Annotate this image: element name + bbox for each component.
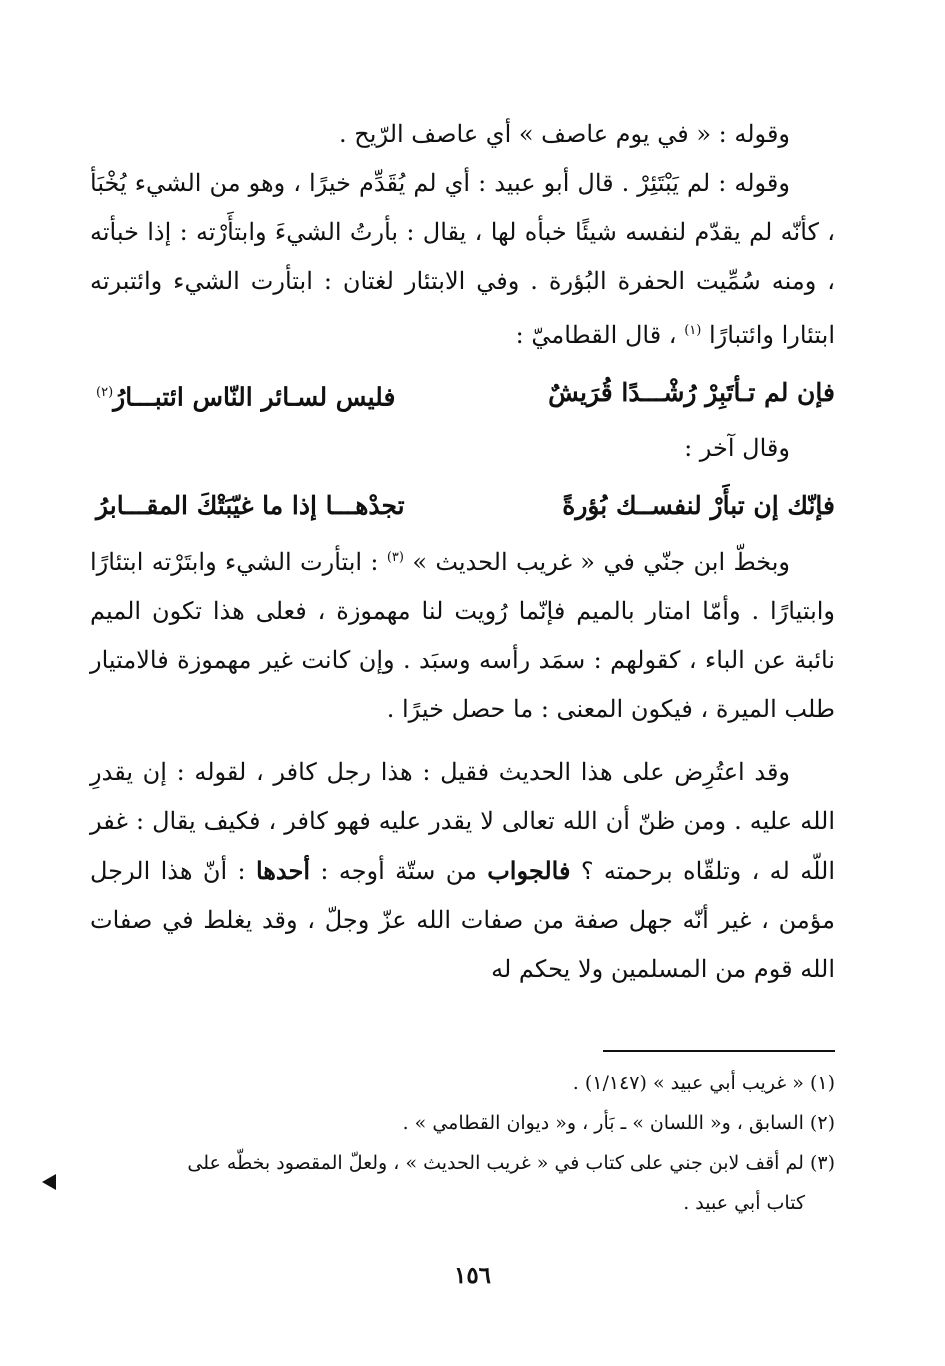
- footnotes: [105, 1063, 835, 1223]
- paragraph-5-end: : أنّ هذا الرجل مؤمن ، غير أنّه جهل صفة من صفات الله عزّ وجلّ ، وقد يغلط في صفات الله قوم من المسلمين ولا يحكم له: [90, 857, 835, 984]
- footnote-3: (٣) لم أقف لابن جني على كتاب في « غريب الحديث » ، ولعلّ المقصود بخطّه على: [187, 1152, 835, 1174]
- paragraph-3: وقال آخر :: [684, 434, 790, 463]
- paragraph-1: وقوله : « في يوم عاصف » أي عاصف الرّيح .: [339, 120, 790, 148]
- footnote-3-continuation: كتاب أبي عبيد .: [683, 1192, 805, 1214]
- verse-2-first-hemistich: فإنّك إن تبأَرْ لنفســك بُؤرةً: [562, 491, 835, 521]
- paragraph-2-end: ، قال القطاميّ :: [515, 321, 677, 349]
- verse-1-second-text: فليس لسـائر النّاس ائتبـــارُ: [113, 382, 396, 412]
- verse-1-first-hemistich: فإن لم تـأتَبِرْ رُشْـــدًا قُرَيشٌ: [548, 378, 835, 407]
- page-number: ١٥٦: [453, 1262, 492, 1289]
- first-reason-heading: أحدها: [255, 856, 311, 886]
- footnote-ref-1[interactable]: (١): [684, 323, 702, 338]
- paragraph-5-start: وقد اعتُرِض على هذا الحديث فقيل : هذا رجل كافر ، لقوله : إن يقدرِ الله عليه . ومن ظنّ أن الله تعالى لا يقدر عليه فهو كافر ، فكيف يقال : غفر اللّه له ، وتلقّاه برحمته ؟: [90, 758, 836, 886]
- footnote-divider: [603, 1050, 835, 1052]
- page-body: [90, 110, 835, 994]
- footnote-2: (٢) السابق ، و« اللسان » ـ بَأر ، و« ديوان القطامي » .: [402, 1112, 835, 1134]
- paragraph-5-mid: من ستّة أوجه :: [320, 857, 477, 886]
- footnote-ref-2[interactable]: (٢): [96, 385, 114, 400]
- paragraph-2-text: وقوله : لم يَبْتَئِرْ . قال أبو عبيد : أي لم يُقَدِّم خيرًا ، وهو من الشيء يُخْبَأ ، كأنّه لم يقدّم لنفسه شيئًا خبأه لها ، يقال : بأرتُ الشيءَ وابتأَرْته : إذا خبأته ، ومنه سُمِّيت الحفرة البُؤرة . وفي الابتئار لغتان : ابتأرت الشيء وائتبرته ابتئارا وائتبارًا: [90, 169, 835, 349]
- verse-1: [90, 366, 835, 424]
- left-triangle-icon: [42, 1174, 56, 1190]
- paragraph-4-end: : ابتأرت الشيء وابتَرْته ابتئارًا وابتيارًا . وأمّا امتار بالميم فإنّما رُويت لنا مهموزة ، فعلى هذا تكون الميم نائبة عن الباء ، كقولهم : سمَد رأسه وسبَد . وإن كانت غير مهموزة فالامتيار طلب الميرة ، فيكون المعنى : ما حصل خيرًا .: [90, 548, 836, 724]
- verse-2-second-hemistich: تجدْهـــا إذا ما غيّبَتْكَ المقـــابرُ: [96, 491, 405, 521]
- paragraph-4: [90, 533, 835, 734]
- paragraph-2: [90, 159, 835, 360]
- paragraph-4-start: وبخطّ ابن جنّي في « غريب الحديث »: [412, 548, 790, 577]
- verse-1-second-hemistich: [96, 366, 395, 424]
- paragraph-5: [90, 748, 835, 994]
- footnote-ref-3[interactable]: (٣): [386, 550, 404, 566]
- footnote-1: (١) « غريب أبي عبيد » (١/١٤٧) .: [572, 1072, 835, 1094]
- verse-2: [90, 479, 835, 533]
- answer-heading: فالجواب: [487, 856, 571, 886]
